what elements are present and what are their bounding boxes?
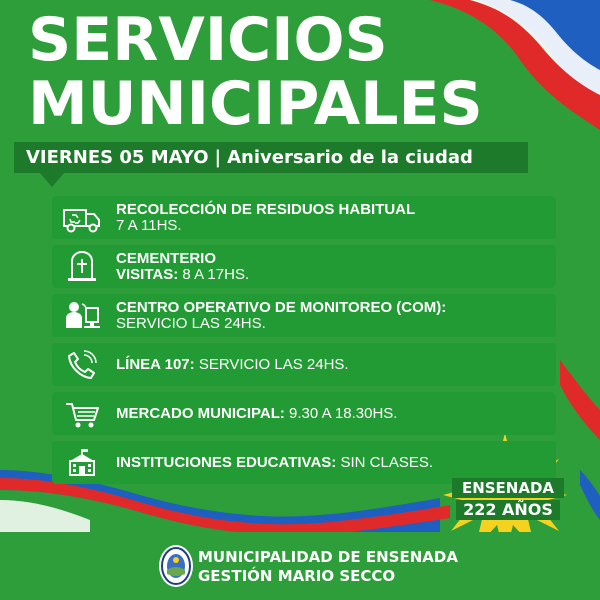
service-title: MERCADO MUNICIPAL: bbox=[116, 404, 285, 422]
service-title: INSTITUCIONES EDUCATIVAS: bbox=[116, 453, 337, 471]
service-row-cemetery bbox=[52, 245, 556, 288]
service-detail: 7 A 11HS. bbox=[116, 216, 182, 234]
service-title: LÍNEA 107: bbox=[116, 355, 195, 373]
service-title: CENTRO OPERATIVO DE MONITOREO (COM): bbox=[116, 298, 447, 316]
footer-municipality: MUNICIPALIDAD DE ENSENADA bbox=[198, 548, 458, 566]
service-row-monitoring bbox=[52, 294, 556, 337]
service-detail: SERVICIO LAS 24HS. bbox=[116, 314, 266, 332]
service-title: RECOLECCIÓN DE RESIDUOS HABITUAL bbox=[116, 200, 416, 218]
date-separator: | bbox=[214, 147, 222, 168]
anniversary-badge bbox=[448, 478, 568, 524]
monitoring-operator-icon bbox=[62, 300, 102, 332]
footer-administration: GESTIÓN MARIO SECCO bbox=[198, 567, 396, 585]
service-detail-label: VISITAS: bbox=[116, 265, 179, 283]
title-line-2: MUNICIPALES bbox=[28, 69, 483, 139]
service-row-garbage bbox=[52, 196, 556, 239]
garbage-truck-icon bbox=[62, 202, 102, 234]
occasion-text: Aniversario de la ciudad bbox=[227, 147, 473, 168]
school-icon bbox=[62, 447, 102, 479]
title-line-1: SERVICIOS bbox=[28, 5, 388, 75]
shopping-cart-icon bbox=[62, 398, 102, 430]
service-detail: SERVICIO LAS 24HS. bbox=[198, 355, 349, 373]
gravestone-icon bbox=[62, 251, 102, 283]
date-text: VIERNES 05 MAYO bbox=[26, 147, 209, 168]
service-detail: 9.30 A 18.30HS. bbox=[289, 404, 398, 422]
service-detail: SIN CLASES. bbox=[340, 453, 434, 471]
service-row-market bbox=[52, 392, 556, 435]
badge-years: 222 AÑOS bbox=[456, 500, 560, 520]
municipal-seal-icon bbox=[158, 544, 194, 588]
service-row-line-107 bbox=[52, 343, 556, 386]
phone-icon bbox=[62, 349, 102, 381]
badge-city: ENSENADA bbox=[452, 478, 564, 498]
date-bar bbox=[14, 142, 528, 173]
service-title: CEMENTERIO bbox=[116, 249, 217, 267]
service-detail: 8 A 17HS. bbox=[182, 265, 250, 283]
date-bar-notch bbox=[40, 173, 64, 187]
footer bbox=[0, 532, 600, 600]
